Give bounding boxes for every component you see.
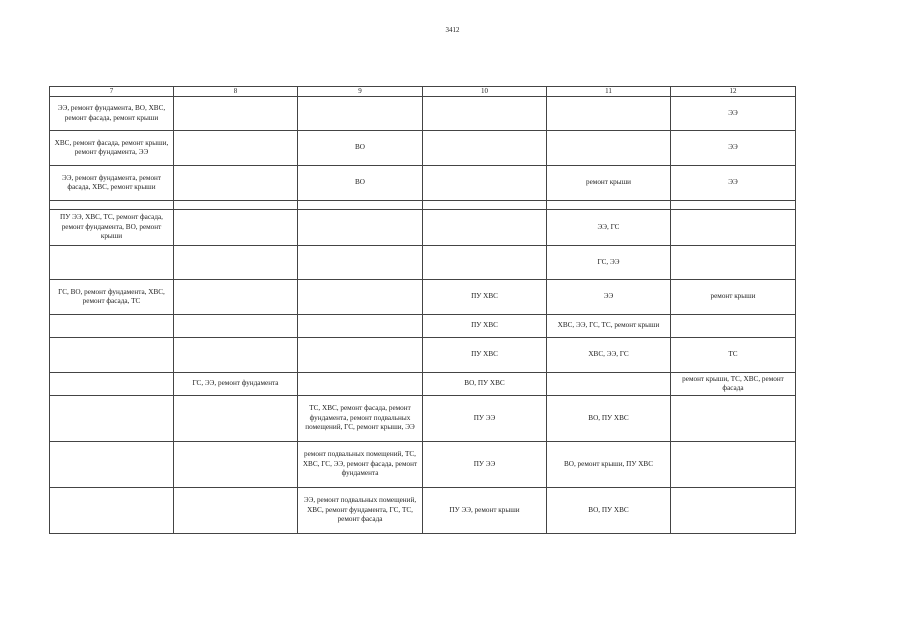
column-header: 11 xyxy=(547,87,671,97)
table-cell: ХВС, ремонт фасада, ремонт крыши, ремонт фундамента, ЭЭ xyxy=(50,131,174,166)
table-cell xyxy=(50,488,174,534)
table-cell xyxy=(423,97,547,131)
table-cell: ГС, ВО, ремонт фундамента, ХВС, ремонт фасада, ТС xyxy=(50,280,174,315)
table-cell xyxy=(174,280,298,315)
table-cell: ХВС, ЭЭ, ГС xyxy=(547,338,671,373)
column-header: 10 xyxy=(423,87,547,97)
table-row xyxy=(50,488,796,534)
table-cell xyxy=(174,210,298,246)
table-cell: ХВС, ЭЭ, ГС, ТС, ремонт крыши xyxy=(547,315,671,338)
table-row xyxy=(50,373,796,396)
table-cell: ЭЭ xyxy=(671,166,796,201)
table-cell xyxy=(50,373,174,396)
table-cell xyxy=(298,338,423,373)
table-row xyxy=(50,166,796,201)
table-cell xyxy=(174,396,298,442)
table-row xyxy=(50,131,796,166)
table-cell: ВО, ремонт крыши, ПУ ХВС xyxy=(547,442,671,488)
column-header: 8 xyxy=(174,87,298,97)
table-cell xyxy=(50,396,174,442)
table-cell xyxy=(174,315,298,338)
table-cell: ВО xyxy=(298,131,423,166)
table-cell xyxy=(298,280,423,315)
table-cell: ремонт крыши xyxy=(547,166,671,201)
table-cell xyxy=(298,373,423,396)
table-row xyxy=(50,201,796,210)
table-cell: ремонт крыши, ТС, ХВС, ремонт фасада xyxy=(671,373,796,396)
table-cell xyxy=(50,201,174,210)
page-number: 3412 xyxy=(445,26,460,34)
table-cell xyxy=(50,246,174,280)
table-cell: ПУ ЭЭ, ХВС, ТС, ремонт фасада, ремонт фундамента, ВО, ремонт крыши xyxy=(50,210,174,246)
table-cell: ЭЭ, ремонт фундамента, ВО, ХВС, ремонт фасада, ремонт крыши xyxy=(50,97,174,131)
table-row xyxy=(50,396,796,442)
table-cell: ПУ ЭЭ xyxy=(423,396,547,442)
table-cell: ремонт подвальных помещений, ТС, ХВС, ГС, ЭЭ, ремонт фасада, ремонт фундамента xyxy=(298,442,423,488)
table-cell xyxy=(174,97,298,131)
table-cell xyxy=(174,488,298,534)
table-cell xyxy=(547,97,671,131)
table-cell: ГС, ЭЭ, ремонт фундамента xyxy=(174,373,298,396)
table-row xyxy=(50,246,796,280)
table-cell xyxy=(174,338,298,373)
table-cell xyxy=(50,338,174,373)
table-cell xyxy=(671,396,796,442)
column-header: 7 xyxy=(50,87,174,97)
table-cell: ЭЭ xyxy=(547,280,671,315)
table-cell: ВО, ПУ ХВС xyxy=(547,488,671,534)
table-cell xyxy=(298,246,423,280)
column-header: 9 xyxy=(298,87,423,97)
table-cell: ГС, ЭЭ xyxy=(547,246,671,280)
header-row xyxy=(50,87,796,97)
table-cell xyxy=(298,315,423,338)
column-header: 12 xyxy=(671,87,796,97)
table-cell: ремонт крыши xyxy=(671,280,796,315)
table-cell xyxy=(671,210,796,246)
table-cell xyxy=(50,442,174,488)
table-cell xyxy=(50,315,174,338)
table-row xyxy=(50,280,796,315)
table-row xyxy=(50,97,796,131)
table-row xyxy=(50,210,796,246)
table-cell xyxy=(298,210,423,246)
table-cell: ПУ ХВС xyxy=(423,315,547,338)
table-cell: ВО xyxy=(298,166,423,201)
table-cell: ПУ ЭЭ xyxy=(423,442,547,488)
table-cell xyxy=(423,166,547,201)
table-cell xyxy=(671,246,796,280)
table-cell xyxy=(547,131,671,166)
table-cell xyxy=(547,373,671,396)
data-table xyxy=(49,86,796,534)
table-cell: ПУ ХВС xyxy=(423,280,547,315)
table-cell xyxy=(423,131,547,166)
table-row xyxy=(50,315,796,338)
table-cell xyxy=(174,442,298,488)
table-cell xyxy=(671,315,796,338)
table-cell xyxy=(423,246,547,280)
table-cell xyxy=(671,201,796,210)
table-cell xyxy=(174,246,298,280)
table-cell: ЭЭ, ГС xyxy=(547,210,671,246)
table-cell xyxy=(174,131,298,166)
table-row xyxy=(50,338,796,373)
table-cell: ТС, ХВС, ремонт фасада, ремонт фундамента, ремонт подвальных помещений, ГС, ремонт крыши, ЭЭ xyxy=(298,396,423,442)
table-cell xyxy=(298,97,423,131)
table-cell: ТС xyxy=(671,338,796,373)
table-cell: ЭЭ, ремонт подвальных помещений, ХВС, ремонт фундамента, ГС, ТС, ремонт фасада xyxy=(298,488,423,534)
table-cell xyxy=(174,201,298,210)
table-cell: ВО, ПУ ХВС xyxy=(547,396,671,442)
table-cell: ПУ ХВС xyxy=(423,338,547,373)
table-cell: ВО, ПУ ХВС xyxy=(423,373,547,396)
table-cell: ПУ ЭЭ, ремонт крыши xyxy=(423,488,547,534)
table-cell: ЭЭ, ремонт фундамента, ремонт фасада, ХВС, ремонт крыши xyxy=(50,166,174,201)
table-cell xyxy=(671,488,796,534)
table-cell xyxy=(547,201,671,210)
table-cell xyxy=(423,201,547,210)
table-cell xyxy=(671,442,796,488)
table-cell: ЭЭ xyxy=(671,131,796,166)
table-cell xyxy=(174,166,298,201)
table-cell: ЭЭ xyxy=(671,97,796,131)
table-cell xyxy=(423,210,547,246)
table-cell xyxy=(298,201,423,210)
table-row xyxy=(50,442,796,488)
